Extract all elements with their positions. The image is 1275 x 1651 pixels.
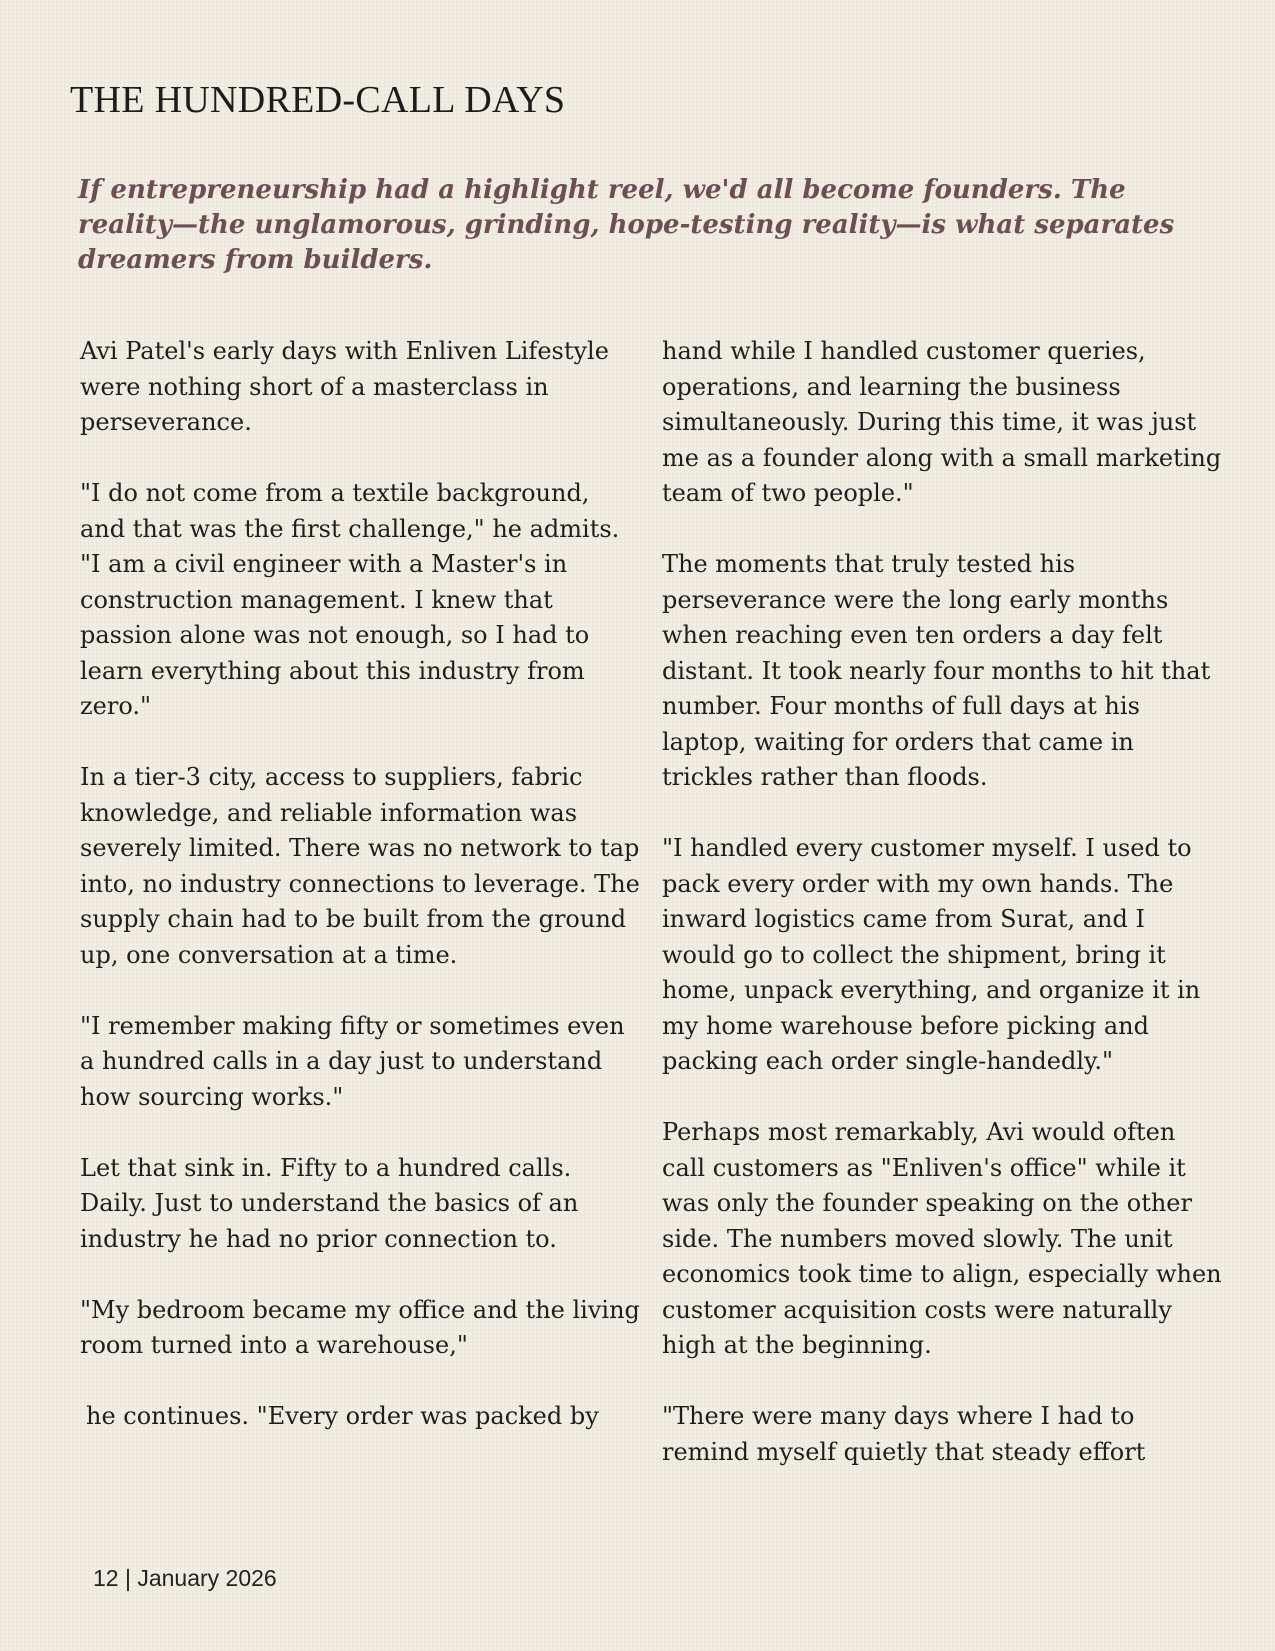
left-column — [80, 334, 640, 1470]
paragraph: Avi Patel's early days with Enliven Lifestyle were nothing short of a masterclass in perseverance. — [80, 337, 609, 436]
paragraph: "I handled every customer myself. I used to pack every order with my own hands. The inward logistics came from Surat, and I would go to collect the shipment, bring it home, unpack everything, and organize it in my home warehouse before picking and packing each order single-handedly." — [662, 834, 1201, 1075]
right-column — [662, 334, 1222, 1506]
paragraph: Perhaps most remarkably, Avi would often call customers as "Enliven's office" while it was only the founder speaking on the other side. The numbers moved slowly. The unit economics took time to align, especially when customer acquisition costs were naturally high at the beginning. — [662, 1118, 1222, 1359]
paragraph: he continues. "Every order was packed by — [86, 1402, 599, 1430]
paragraph: hand while I handled customer queries, operations, and learning the business simultaneously. During this time, it was just me as a founder along with a small marketing team of two people." — [662, 337, 1222, 507]
paragraph: "My bedroom became my office and the living room turned into a warehouse," — [80, 1295, 640, 1359]
page-title: THE HUNDRED-CALL DAYS — [70, 79, 566, 121]
paragraph: "I do not come from a textile background, and that was the first challenge," he admits. "I am a civil engineer with a Master's in construction management. I knew that passion alone was not enough, so I had to learn everything about this industry from zero." — [80, 479, 620, 720]
paragraph: "There were many days where I had to remind myself quietly that steady effort — [662, 1402, 1146, 1466]
paragraph: In a tier-3 city, access to suppliers, fabric knowledge, and reliable information was severely limited. There was no network to tap into, no industry connections to leverage. The supply chain had to be built from the ground up, one conversation at a time. — [80, 763, 640, 969]
standfirst: If entrepreneurship had a highlight reel, we'd all become founders. The reality—the unglamorous, grinding, hope-testing reality—is what separates dreamers from builders. — [78, 175, 1175, 275]
paragraph: "I remember making fifty or sometimes even a hundred calls in a day just to understand how sourcing works." — [80, 1011, 625, 1111]
page-footer: 12 | January 2026 — [93, 1565, 277, 1591]
paragraph: The moments that truly tested his perseverance were the long early months when reaching even ten orders a day felt distant. It took nearly four months to hit that number. Four months of full days at his laptop, waiting for orders that came in trickles rather than floods. — [662, 550, 1211, 791]
paragraph: Let that sink in. Fifty to a hundred calls. Daily. Just to understand the basics of an industry he had no prior connection to. — [80, 1153, 579, 1253]
